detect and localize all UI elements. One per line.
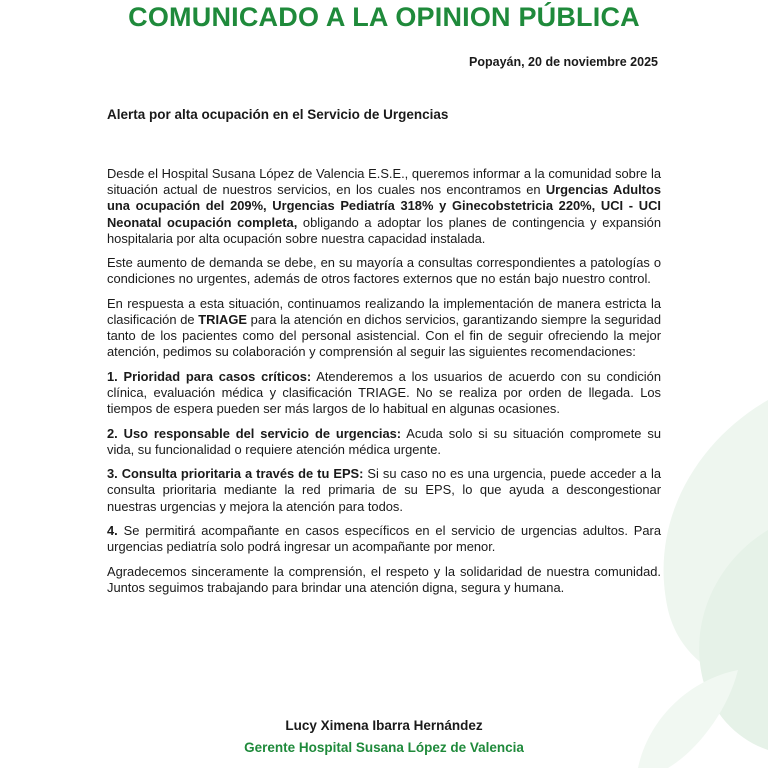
document-subject: Alerta por alta ocupación en el Servicio de Urgencias bbox=[107, 107, 449, 122]
text-run: Si su caso no es una urgencia, puede acceder a la consulta prioritaria mediante la red primaria de su EPS, lo que ayuda a descongestionar nuestras urgencias y mejora la atención para todos. bbox=[107, 466, 661, 514]
signatory-role: Gerente Hospital Susana López de Valencia bbox=[244, 740, 524, 755]
paragraph-closing bbox=[107, 564, 661, 596]
text-run: Este aumento de demanda se debe, en su mayoría a consultas correspondientes a patologías o condiciones no urgentes, además de otros factores externos que no están bajo nuestro control. bbox=[107, 255, 661, 287]
text-run: 1. Prioridad para casos críticos: bbox=[107, 368, 312, 384]
signatory-name: Lucy Ximena Ibarra Hernández bbox=[285, 718, 483, 733]
text-run: TRIAGE bbox=[198, 312, 247, 327]
text-run: Agradecemos sinceramente la comprensión, el respeto y la solidaridad de nuestra comunidad. Juntos seguimos trabajando para brindar una atención digna, segura y humana. bbox=[107, 563, 661, 595]
text-run: obligando a adoptar los planes de contingencia y expansión hospitalaria por alta ocupación sobre nuestra capacidad instalada. bbox=[107, 214, 661, 246]
document-body bbox=[107, 166, 661, 604]
text-run: para la atención en dichos servicios, garantizando siempre la seguridad tanto de los pacientes como del personal asistencial. Con el fin de seguir ofreciendo la mejor atención, pedimos su colaboración y comprensión al seguir las siguientes recomendaciones: bbox=[107, 312, 661, 360]
paragraph-response bbox=[107, 296, 661, 361]
signature-block bbox=[0, 716, 768, 760]
recommendation-item-1 bbox=[107, 369, 661, 418]
text-run: 2. Uso responsable del servicio de urgencias: bbox=[107, 425, 402, 441]
recommendation-item-3 bbox=[107, 466, 661, 515]
text-run: Atenderemos a los usuarios de acuerdo con su condición clínica, evaluación médica y clasificación TRIAGE. No se realiza por orden de llegada. Los tiempos de espera pueden ser más largos de lo habitual en algunas ocasiones. bbox=[107, 368, 661, 417]
text-run: 4. bbox=[107, 522, 118, 538]
text-run: Desde el Hospital Susana López de Valencia E.S.E., queremos informar a la comunidad sobre la situación actual de nuestros servicios, en los cuales nos encontramos en bbox=[107, 166, 661, 198]
recommendation-item-2 bbox=[107, 426, 661, 458]
document-date: Popayán, 20 de noviembre 2025 bbox=[469, 55, 658, 69]
text-run: Acuda solo si su situación compromete su vida, su funcionalidad o requiere atención médica urgente. bbox=[107, 425, 661, 457]
page-title: COMUNICADO A LA OPINION PÚBLICA bbox=[128, 2, 640, 32]
recommendation-item-4 bbox=[107, 523, 661, 555]
paragraph-intro bbox=[107, 166, 661, 247]
text-run: 3. Consulta prioritaria a través de tu EPS: bbox=[107, 466, 364, 482]
text-run: Urgencias Adultos una ocupación del 209%, Urgencias Pediatría 318% y Ginecobstetricia 220%, UCI - UCI Neonatal ocupación completa, bbox=[107, 182, 661, 230]
text-run: Se permitirá acompañante en casos específicos en el servicio de urgencias adultos. Para urgencias pediatría solo podrá ingresar un acompañante por menor. bbox=[107, 522, 661, 555]
paragraph-demand bbox=[107, 255, 661, 287]
text-run: En respuesta a esta situación, continuamos realizando la implementación de manera estricta la clasificación de bbox=[107, 295, 661, 327]
